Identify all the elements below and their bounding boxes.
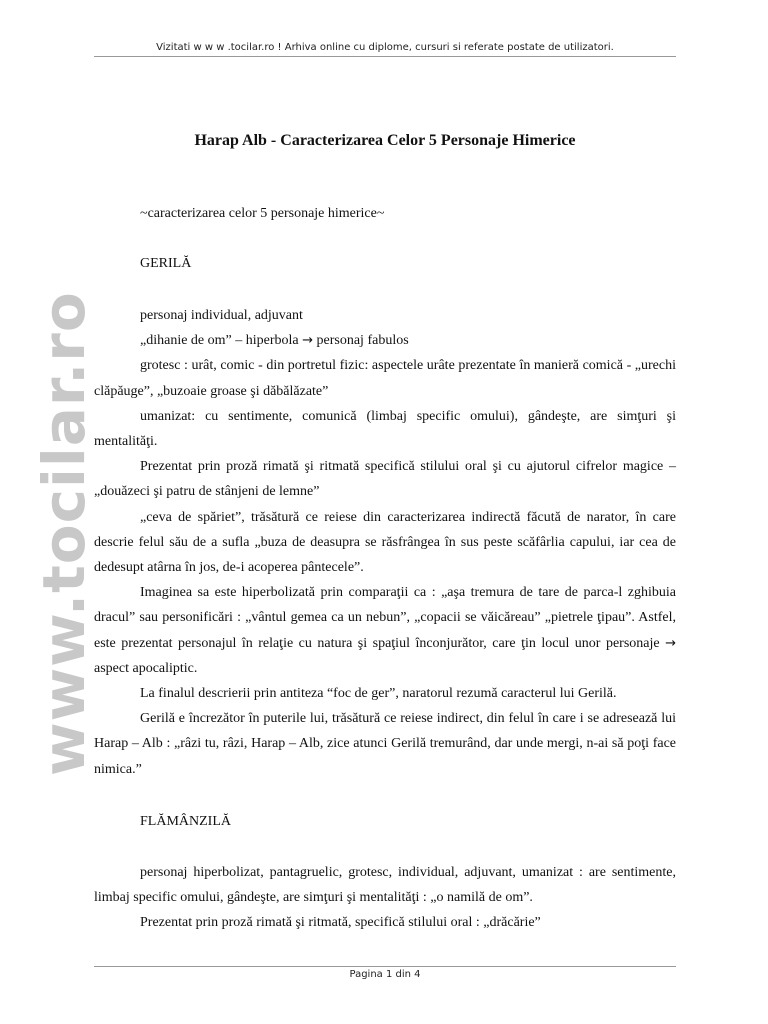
section-heading-gerila: GERILĂ [140, 256, 192, 271]
paragraph [94, 580, 676, 681]
watermark: www.tocilar.ro [30, 291, 98, 776]
paragraph: „ceva de spăriet”, trăsătură ce reiese din caracterizarea indirectă făcută de narator, în care descrie felul său de a sufla „buza de deasupra se răsfrângea în sus peste scăfârlia capului, iar cea de dedesupt atârna în jos, de-i acoperea pântecele”. [94, 509, 676, 576]
page-number: Pagina 1 din 4 [349, 969, 421, 980]
paragraph: Prezentat prin proză rimată şi ritmată specifică stilului oral şi cu ajutorul cifrelor magice – „douăzeci şi patru de stânjeni de lemne” [94, 459, 676, 500]
paragraph [140, 328, 676, 353]
paragraph: personaj individual, adjuvant [140, 308, 303, 323]
arrow-right-icon: → [665, 635, 676, 651]
paragraph-text: personaj fabulos [316, 333, 409, 349]
paragraph: Prezentat prin proză rimată şi ritmată, specifică stilului oral : „drăcărie” [140, 915, 541, 931]
section-body-flamanzila [94, 860, 676, 936]
section-heading-flamanzila: FLĂMÂNZILĂ [140, 814, 231, 829]
paragraph: umanizat: cu sentimente, comunică (limbaj specific omului), gândeşte, are simţuri şi mentalităţi. [94, 408, 676, 450]
paragraph-text: „dihanie de om” – hiperbola [140, 333, 299, 349]
paragraph-text: aspect apocaliptic. [94, 660, 198, 676]
footer-rule [94, 966, 676, 967]
paragraph: grotesc : urât, comic - din portretul fizic: aspectele urâte prezentate în manieră comică - „urechi clăpăuge”, „buzoaie groase şi dăbălăzate” [94, 358, 676, 399]
header-note: Vizitati w w w .tocilar.ro ! Arhiva online cu diplome, cursuri si referate postate de utilizatori. [156, 42, 614, 53]
document-subtitle: ~caracterizarea celor 5 personaje himerice~ [140, 206, 385, 221]
paragraph-text: Imaginea sa este hiperbolizată prin comparaţii ca : „aşa tremura de tare de parca-l zghibuia dracul” sau personificări : „vântul gemea ca un nebun”, „copacii se văicăreau” „pietrele ţipau”. Astfel, este prezentat personajul în relaţie cu natura şi spaţiul înconjurător, care ţin locul unor personaje [94, 585, 676, 651]
header-rule [94, 56, 676, 57]
document-title: Harap Alb - Caracterizarea Celor 5 Personaje Himerice [194, 132, 576, 149]
section-body-gerila [94, 303, 676, 782]
paragraph: La finalul descrierii prin antiteza “foc de ger”, naratorul rezumă caracterul lui Gerilă. [140, 686, 617, 702]
paragraph: Gerilă e încrezător în puterile lui, trăsătură ce reiese indirect, din felul în care i se adresează lui Harap – Alb : „râzi tu, râzi, Harap – Alb, zice atunci Gerilă tremurând, dar unde mergi, n-ai să poţi face nimica.” [94, 711, 676, 777]
paragraph: personaj hiperbolizat, pantagruelic, grotesc, individual, adjuvant, umanizat : are sentimente, limbaj specific omului, gândeşte, are simţuri şi mentalităţi : „o namilă de om”. [94, 865, 676, 906]
arrow-right-icon: → [302, 333, 314, 349]
